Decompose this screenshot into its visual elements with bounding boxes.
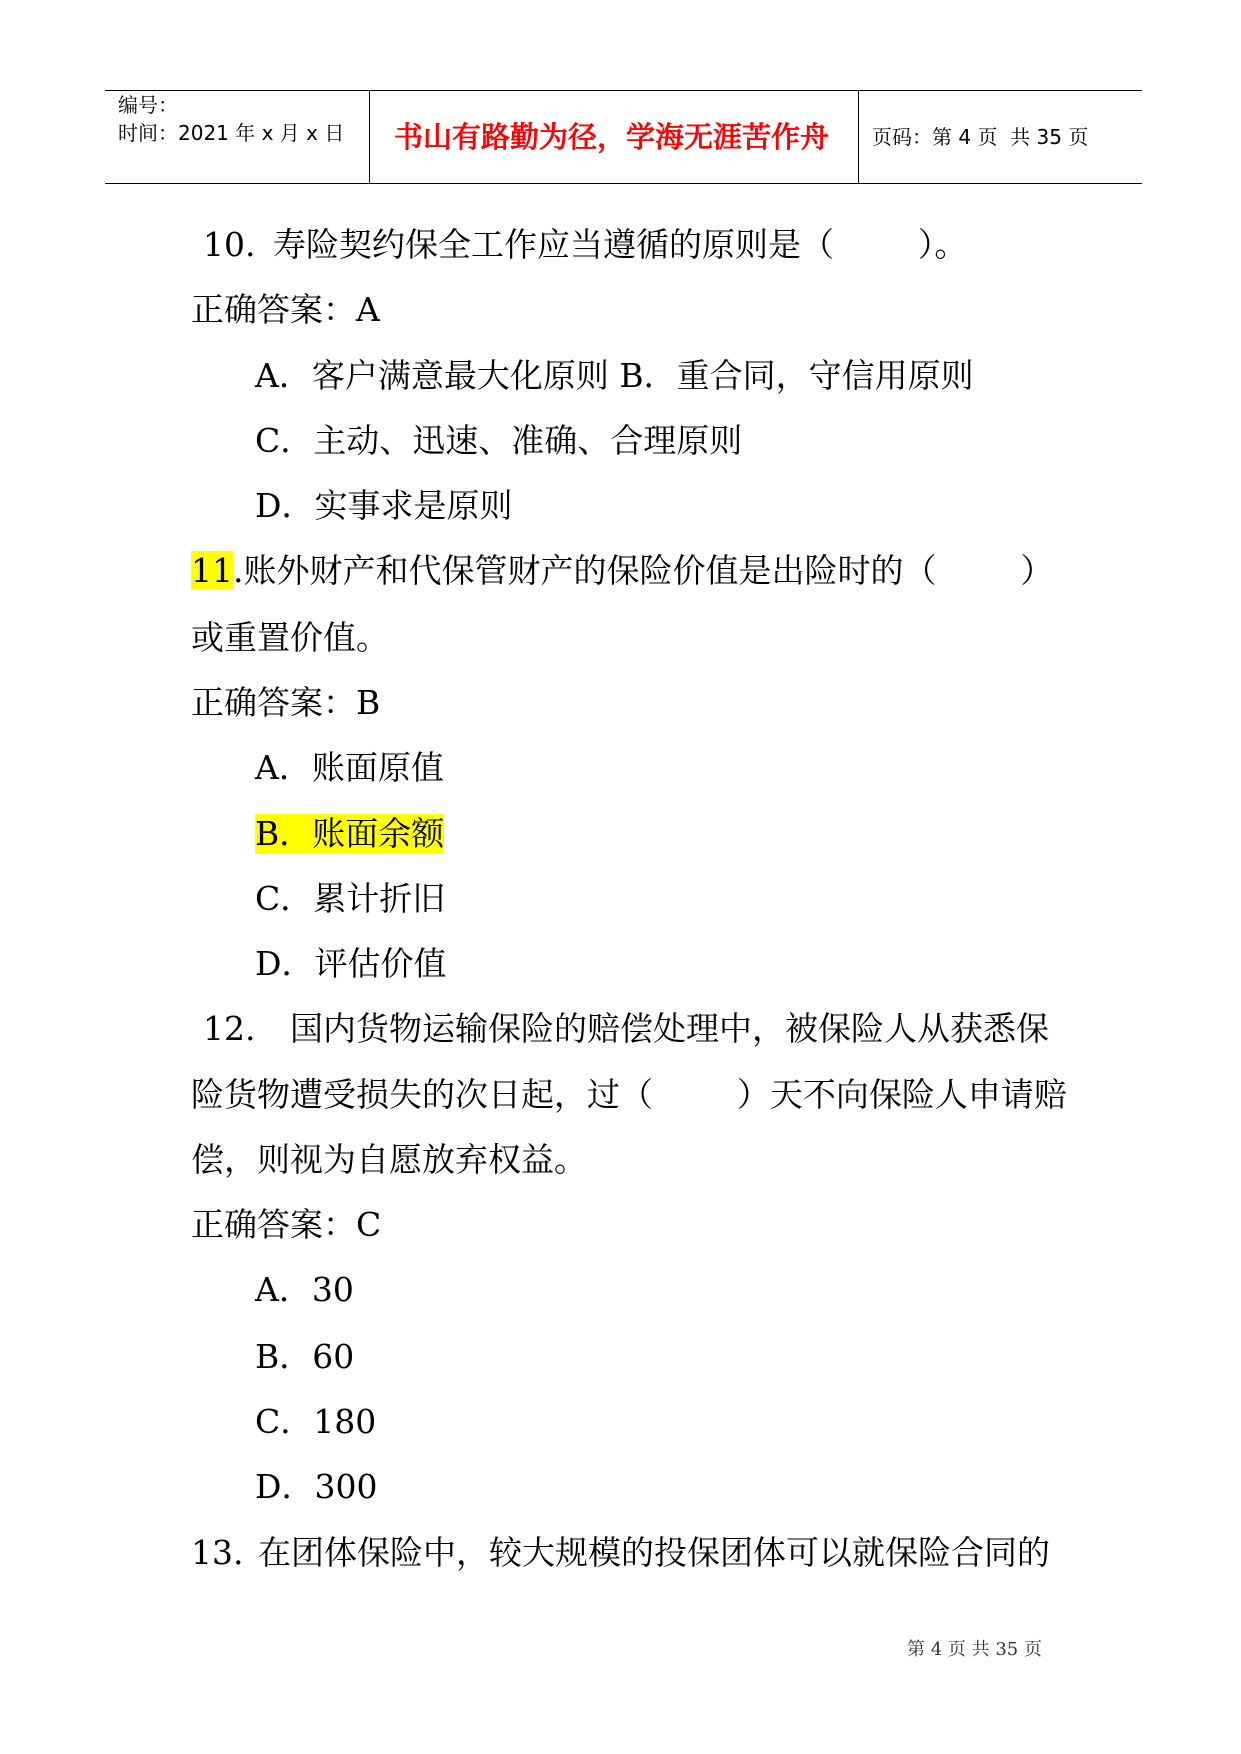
question-number: 13.: [191, 1533, 244, 1572]
question-stem-line: 偿，则视为自愿放弃权益。: [191, 1140, 587, 1179]
option-line: C．180: [255, 1402, 377, 1441]
header-page-label: 页码：第 4 页 共 35 页: [872, 125, 1089, 149]
question-stem-line: 险货物遭受损失的次日起，过（ ）天不向保险人申请赔: [191, 1075, 1067, 1114]
option-line: C．累计折旧: [255, 879, 446, 918]
question-stem-line: 国内货物运输保险的赔偿处理中，被保险人从获悉保: [290, 1009, 1049, 1048]
option-line: C．主动、迅速、准确、合理原则: [255, 421, 743, 460]
option-line: D．评估价值: [255, 944, 447, 983]
question-number: 10.: [203, 225, 256, 264]
header-time-label: 时间：2021 年 x 月 x 日: [118, 121, 345, 145]
option-line: D．实事求是原则: [255, 486, 513, 525]
question-number-highlighted: 11: [191, 551, 233, 590]
header-bottom-rule: [105, 183, 1142, 184]
question-stem-line: 寿险契约保全工作应当遵循的原则是（ ）。: [273, 225, 968, 264]
header-top-rule: [105, 90, 1142, 91]
option-line: B．60: [255, 1337, 355, 1376]
option-line: D．300: [255, 1467, 378, 1506]
question-stem-text: .账外财产和代保管财产的保险价值是出险时的（ ）: [233, 551, 1054, 590]
question-stem-line: 或重置价值。: [191, 618, 389, 657]
header-divider-left: [369, 90, 370, 183]
option-line: A．客户满意最大化原则 B．重合同，守信用原则: [255, 356, 974, 395]
option-line-highlighted: B．账面余额: [255, 814, 445, 853]
footer-page-number: 第 4 页 共 35 页: [907, 1639, 1042, 1660]
question-number: 12.: [203, 1009, 256, 1048]
question-stem-line: 在团体保险中，较大规模的投保团体可以就保险合同的: [258, 1533, 1050, 1572]
header-divider-right: [858, 90, 859, 183]
correct-answer: 正确答案：B: [191, 683, 381, 722]
correct-answer: 正确答案：C: [191, 1205, 382, 1244]
question-stem-line: [191, 551, 1053, 591]
correct-answer: 正确答案：A: [191, 290, 380, 329]
option-line: A．账面原值: [255, 748, 444, 787]
option-line: A．30: [255, 1270, 354, 1309]
header-number-label: 编号：: [118, 93, 178, 117]
header-motto: 书山有路勤为径，学海无涯苦作舟: [394, 120, 830, 154]
